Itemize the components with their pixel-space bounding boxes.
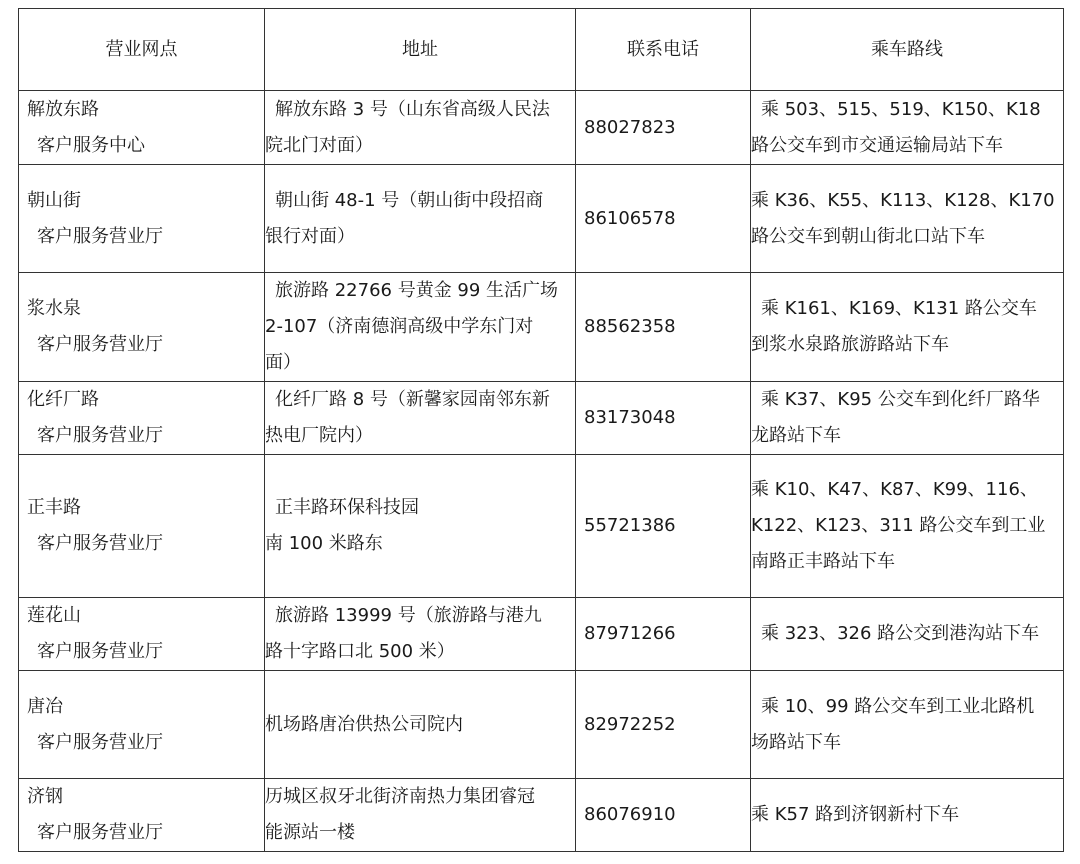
phone-cell: [576, 671, 751, 779]
address-cell-line: 朝山街 48-1 号（朝山街中段招商: [275, 189, 544, 211]
phone-cell: [576, 91, 751, 165]
outlet-name-cell: [19, 671, 265, 779]
route-cell-line: 路公交车到市交通运输局站下车: [751, 134, 1003, 156]
address-cell-line: 化纤厂路 8 号（新馨家园南邻东新: [275, 389, 550, 410]
address-cell: [265, 598, 576, 671]
header-phone: 联系电话: [576, 9, 751, 91]
route-cell-line: 乘 K161、K169、K131 路公交车: [761, 298, 1037, 319]
route-cell: [751, 382, 1064, 455]
phone-number: 88027823: [584, 116, 676, 138]
address-cell: [265, 779, 576, 852]
outlet-name-cell: [19, 455, 265, 598]
address-cell: [265, 671, 576, 779]
address-cell-line: 路十字路口北 500 米）: [265, 641, 455, 662]
table-row: [19, 165, 1064, 273]
outlet-name-cell-line: 客户服务营业厅: [37, 641, 163, 662]
address-cell-line: 面）: [265, 352, 301, 373]
address-cell: [265, 273, 576, 382]
address-cell-line: 机场路唐冶供热公司院内: [265, 713, 463, 735]
route-cell-line: 乘 K37、K95 公交车到化纤厂路华: [761, 389, 1040, 410]
header-address: 地址: [265, 9, 576, 91]
route-cell-line: 乘 K36、K55、K113、K128、K170: [751, 189, 1055, 211]
outlet-name-cell: [19, 598, 265, 671]
header-route: 乘车路线: [751, 9, 1064, 91]
table-row: [19, 382, 1064, 455]
table-row: [19, 779, 1064, 852]
outlet-name-cell-line: 化纤厂路: [27, 389, 99, 410]
address-cell-line: 能源站一楼: [265, 822, 355, 843]
phone-number: 83173048: [584, 407, 676, 428]
outlet-name-cell-line: 莲花山: [27, 605, 81, 626]
phone-number: 86076910: [584, 804, 676, 825]
table-header-row: [19, 9, 1064, 91]
outlet-name-cell-line: 浆水泉: [27, 298, 81, 319]
phone-cell: [576, 273, 751, 382]
outlet-name-cell-line: 客户服务营业厅: [37, 425, 163, 446]
address-cell: [265, 91, 576, 165]
outlet-name-cell-line: 正丰路: [27, 497, 81, 518]
table-row: [19, 455, 1064, 598]
outlet-name-cell-line: 济钢: [27, 786, 63, 807]
address-cell: [265, 382, 576, 455]
route-cell: [751, 455, 1064, 598]
outlet-name-cell-line: 客户服务营业厅: [37, 533, 163, 554]
phone-number: 82972252: [584, 713, 676, 735]
outlet-name-cell-line: 朝山街: [27, 189, 81, 211]
outlet-name-cell-line: 客户服务营业厅: [37, 225, 163, 247]
address-cell: [265, 455, 576, 598]
address-cell-line: 旅游路 22766 号黄金 99 生活广场: [275, 280, 559, 301]
outlet-name-cell: [19, 165, 265, 273]
outlet-name-cell: [19, 91, 265, 165]
service-outlets-table: [18, 8, 1064, 852]
route-cell-line: 乘 323、326 路公交到港沟站下车: [761, 623, 1040, 644]
route-cell-line: 乘 K10、K47、K87、K99、116、: [751, 479, 1038, 500]
route-cell: [751, 91, 1064, 165]
route-cell: [751, 165, 1064, 273]
route-cell-line: 龙路站下车: [751, 425, 841, 446]
route-cell: [751, 598, 1064, 671]
phone-cell: [576, 779, 751, 852]
outlet-name-cell-line: 解放东路: [27, 98, 99, 120]
outlet-name-cell-line: 客户服务营业厅: [37, 334, 163, 355]
route-cell: [751, 273, 1064, 382]
route-cell: [751, 671, 1064, 779]
route-cell-line: 路公交车到朝山街北口站下车: [751, 225, 985, 247]
phone-number: 55721386: [584, 515, 676, 536]
outlet-name-cell-line: 客户服务营业厅: [37, 731, 163, 753]
route-cell-line: 到浆水泉路旅游路站下车: [751, 334, 949, 355]
address-cell-line: 历城区叔牙北街济南热力集团睿冠: [265, 786, 535, 807]
address-cell-line: 旅游路 13999 号（旅游路与港九: [275, 605, 542, 626]
route-cell-line: 南路正丰路站下车: [751, 551, 895, 572]
phone-cell: [576, 382, 751, 455]
route-cell-line: 乘 10、99 路公交车到工业北路机: [761, 695, 1035, 717]
table-row: [19, 273, 1064, 382]
phone-number: 86106578: [584, 207, 676, 229]
address-cell-line: 院北门对面）: [265, 134, 373, 156]
phone-number: 88562358: [584, 316, 676, 337]
outlet-name-cell-line: 客户服务营业厅: [37, 822, 163, 843]
outlet-name-cell: [19, 273, 265, 382]
address-cell: [265, 165, 576, 273]
route-cell-line: 场路站下车: [751, 731, 841, 753]
route-cell: [751, 779, 1064, 852]
phone-cell: [576, 455, 751, 598]
phone-number: 87971266: [584, 623, 676, 644]
outlet-name-cell-line: 客户服务中心: [37, 134, 145, 156]
table-row: [19, 91, 1064, 165]
address-cell-line: 2-107（济南德润高级中学东门对: [265, 316, 534, 337]
outlet-name-cell: [19, 382, 265, 455]
address-cell-line: 正丰路环保科技园: [275, 497, 419, 518]
outlet-name-cell: [19, 779, 265, 852]
address-cell-line: 解放东路 3 号（山东省高级人民法: [275, 98, 550, 120]
address-cell-line: 热电厂院内）: [265, 425, 373, 446]
table-row: [19, 598, 1064, 671]
outlet-name-cell-line: 唐冶: [27, 695, 63, 717]
address-cell-line: 南 100 米路东: [265, 533, 383, 554]
phone-cell: [576, 598, 751, 671]
address-cell-line: 银行对面）: [265, 225, 355, 247]
table-row: [19, 671, 1064, 779]
route-cell-line: 乘 503、515、519、K150、K18: [761, 98, 1041, 120]
route-cell-line: 乘 K57 路到济钢新村下车: [751, 804, 960, 825]
route-cell-line: K122、K123、311 路公交车到工业: [751, 515, 1046, 536]
header-outlet: 营业网点: [19, 9, 265, 91]
phone-cell: [576, 165, 751, 273]
